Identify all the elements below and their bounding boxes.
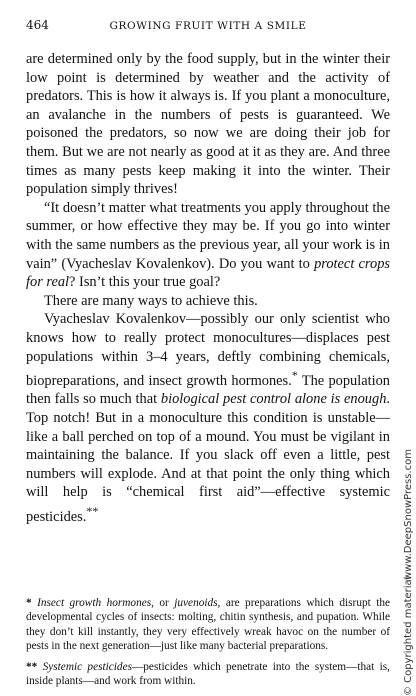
footnote-2 (26, 660, 390, 689)
footnotes (26, 596, 390, 694)
paragraph-4-emphasis: biological pest control alone is enough (160, 391, 387, 408)
body-text (26, 50, 390, 526)
footnote-2-mark: ** (26, 660, 38, 673)
publisher-url: www.DeepSnowPress.com (403, 449, 414, 580)
paragraph-4-text-c: . Top notch! But in a monoculture this condition is unstable—like a ball perched on top of a mound. You must be vigilant in maintaining the balance. If you slack off even a little, pest numbers will explode. And at that point the only thing which will help is “chemical first aid”—effective systemic pesticides. (26, 391, 390, 525)
footnote-2-term: Systemic pesticides (42, 660, 132, 673)
page (26, 18, 390, 688)
paragraph-4 (26, 310, 390, 526)
side-margin (393, 110, 413, 696)
paragraph-4-text-a: Vyacheslav Kovalenkov—possibly our only scientist who knows how to really protect monocultures—displaces pest populations within 3–4 years, deftly combining chemicals, biopreparations, and insect growth hormones. (26, 311, 390, 389)
paragraph-2-text-b: ? Isn’t this your true goal? (69, 274, 221, 291)
footnote-1-term: Insect growth hormones (37, 597, 152, 609)
paragraph-4-text-b: The population then falls so much that (26, 372, 390, 408)
footnote-1-text-b: , are preparations which disrupt the developmental cycles of insects: molting, chitin synthesis, and pupation. While they don’t kill instantly, they very effectively wreak havoc on the number of pests in the next generation—just like many bacterial preparations. (26, 597, 390, 653)
copyright-notice: © Copyrighted material (403, 576, 414, 696)
paragraph-2 (26, 199, 390, 292)
paragraph-2-text-a: “It doesn’t matter what treatments you apply throughout the summer, or how effective they may be. If you go into winter with the same numbers as the previous year, all your work is in vain” (Vyacheslav Kovalenkov). Do you want to (26, 199, 390, 272)
footnote-2-text: —pesticides which penetrate into the system—that is, inside plants—and work from within. (26, 660, 390, 688)
page-number: 464 (26, 18, 49, 32)
paragraph-1: are determined only by the food supply, but in the winter their low point is determined by weather and the activity of predators. This is how it always is. If you plant a monoculture, an avalanche in the numbers of pests is guaranteed. We poisoned the predators, so now we are doing their job for them. But we are not nearly as good at it as they are. And three times as many pests keep making it into the winter. Their population simply thrives! (26, 51, 390, 198)
footnote-ref-1: * (291, 368, 298, 383)
footnote-1-term-2: juvenoids (174, 597, 218, 609)
footnote-1-text-a: , or (151, 597, 175, 609)
running-header (26, 18, 390, 40)
paragraph-3: There are many ways to achieve this. (44, 292, 258, 309)
running-title: GROWING FRUIT WITH A SMILE (109, 20, 307, 32)
paragraph-2-emphasis: protect crops for real (26, 255, 390, 291)
footnote-1 (26, 596, 390, 654)
footnote-ref-2: ** (86, 504, 99, 519)
footnote-1-mark: * (26, 597, 32, 609)
